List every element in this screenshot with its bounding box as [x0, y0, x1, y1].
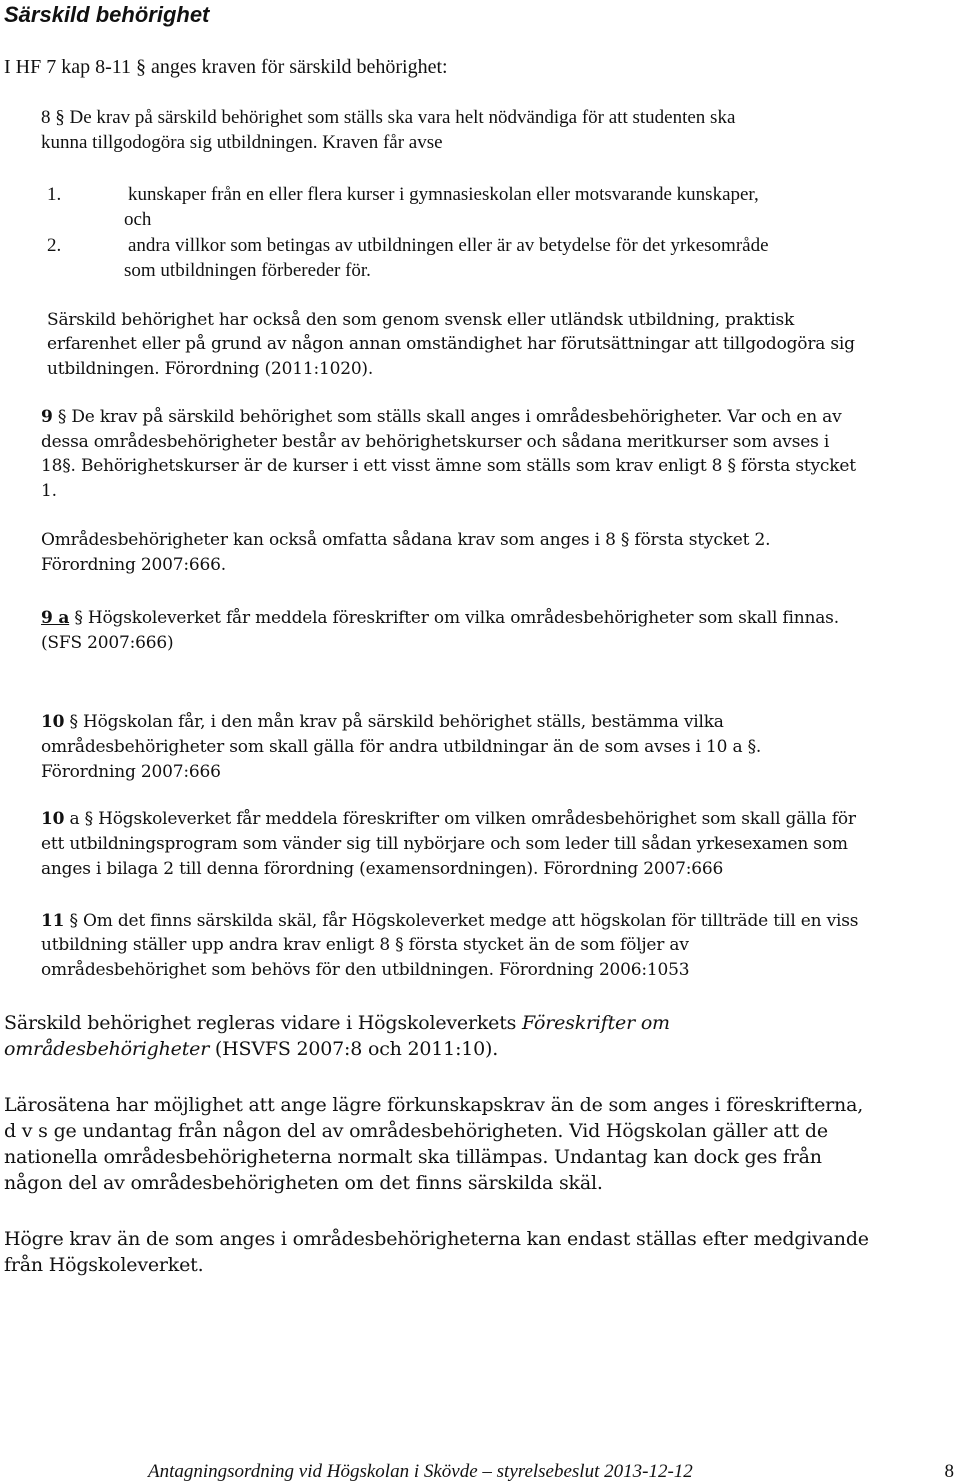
s9-line-2: dessa områdesbehörigheter består av behörighetskurser och sådana meritkurser som avses i	[41, 432, 830, 452]
regleras-line-2: områdesbehörigheter (HSVFS 2007:8 och 2011:10).	[4, 1038, 499, 1060]
intro-line: I HF 7 kap 8-11 § anges kraven för särskild behörighet:	[4, 56, 448, 78]
s8-item-2-text-cont: som utbildningen förbereder för.	[124, 260, 371, 281]
s8-para2-line-1: Särskild behörighet har också den som genom svensk eller utländsk utbildning, praktisk	[47, 310, 795, 330]
s9-line-4: 1.	[41, 481, 57, 501]
s9a-number: 9 a	[41, 608, 70, 628]
regleras-line-1: Särskild behörighet regleras vidare i Högskoleverkets Föreskrifter om	[4, 1012, 670, 1034]
page-footer	[148, 1460, 958, 1484]
s8-line-1: 8 § De krav på särskild behörighet som ställs ska vara helt nödvändiga för att studenten ska	[41, 107, 736, 128]
s9-number: 9	[41, 407, 53, 427]
s8-item-2-number: 2.	[47, 235, 62, 256]
s8-item-2-text: andra villkor som betingas av utbildningen eller är av betydelse för det yrkesområde	[128, 235, 769, 256]
larosatena-line-1: Lärosätena har möjlighet att ange lägre förkunskapskrav än de som anges i föreskrifterna,	[4, 1094, 864, 1116]
s10a-line-2: ett utbildningsprogram som vänder sig till nybörjare och som leder till sådan yrkesexamen som	[41, 834, 848, 854]
s8-item-1-text-cont: och	[124, 209, 152, 230]
s8-item-1-number: 1.	[47, 184, 62, 205]
hogre-krav-line-1: Högre krav än de som anges i områdesbehörigheterna kan endast ställas efter medgivande	[4, 1228, 869, 1250]
s10a-number: 10	[41, 809, 65, 829]
s10a-line-1: 10 a § Högskoleverket får meddela föreskrifter om vilken områdesbehörighet som skall gälla för	[41, 809, 856, 829]
s11-line-1: 11 § Om det finns särskilda skäl, får Högskoleverket medge att högskolan för tillträde till en viss	[41, 911, 859, 931]
s8-line-2: kunna tillgodogöra sig utbildningen. Kraven får avse	[41, 132, 443, 153]
larosatena-line-4: någon del av områdesbehörigheten om det finns särskilda skäl.	[4, 1172, 603, 1194]
s9-line-3: 18§. Behörighetskurser är de kurser i ett visst ämne som ställs som krav enligt 8 § första stycket	[41, 456, 856, 476]
larosatena-line-3: nationella områdesbehörigheterna normalt ska tillämpas. Undantag kan dock ges från	[4, 1146, 822, 1168]
s8-item-1-text: kunskaper från en eller flera kurser i gymnasieskolan eller motsvarande kunskaper,	[128, 184, 759, 205]
foreskrifter-title: Föreskrifter om	[522, 1012, 670, 1034]
footer-text: Antagningsordning vid Högskolan i Skövde – styrelsebeslut 2013-12-12	[148, 1461, 693, 1482]
foreskrifter-title-cont: områdesbehörigheter	[4, 1038, 210, 1060]
larosatena-line-2: d v s ge undantag från någon del av områdesbehörigheten. Vid Högskolan gäller att de	[4, 1120, 828, 1142]
page-number: 8	[944, 1461, 954, 1482]
s11-line-3: områdesbehörighet som behövs för den utbildningen. Förordning 2006:1053	[41, 960, 690, 980]
s11-line-2: utbildning ställer upp andra krav enligt 8 § första stycket än de som följer av	[41, 935, 689, 955]
s9a-line-2: (SFS 2007:666)	[41, 633, 174, 653]
page-heading: Särskild behörighet	[4, 2, 210, 27]
s10a-line-3: anges i bilaga 2 till denna förordning (examensordningen). Förordning 2007:666	[41, 859, 724, 879]
s10-line-2: områdesbehörigheter som skall gälla för andra utbildningar än de som avses i 10 a §.	[41, 737, 762, 757]
hogre-krav-line-2: från Högskoleverket.	[4, 1254, 204, 1276]
s10-number: 10	[41, 712, 65, 732]
s10-line-3: Förordning 2007:666	[41, 762, 221, 782]
s10-line-1: 10 § Högskolan får, i den mån krav på särskild behörighet ställs, bestämma vilka	[41, 712, 724, 732]
s9-line-1: 9 § De krav på särskild behörighet som ställs skall anges i områdesbehörigheter. Var och en av	[41, 407, 842, 427]
s8-para2-line-2: erfarenhet eller på grund av någon annan omständighet har förutsättningar att tillgodogöra sig	[47, 334, 855, 354]
s9-para2-line-1: Områdesbehörigheter kan också omfatta sådana krav som anges i 8 § första stycket 2.	[41, 530, 771, 550]
s11-number: 11	[41, 911, 65, 931]
s9-para2-line-2: Förordning 2007:666.	[41, 555, 226, 575]
s9a-line-1: 9 a § Högskoleverket får meddela föreskrifter om vilka områdesbehörigheter som skall finnas.	[41, 608, 839, 628]
s8-para2-line-3: utbildningen. Förordning (2011:1020).	[47, 359, 374, 379]
